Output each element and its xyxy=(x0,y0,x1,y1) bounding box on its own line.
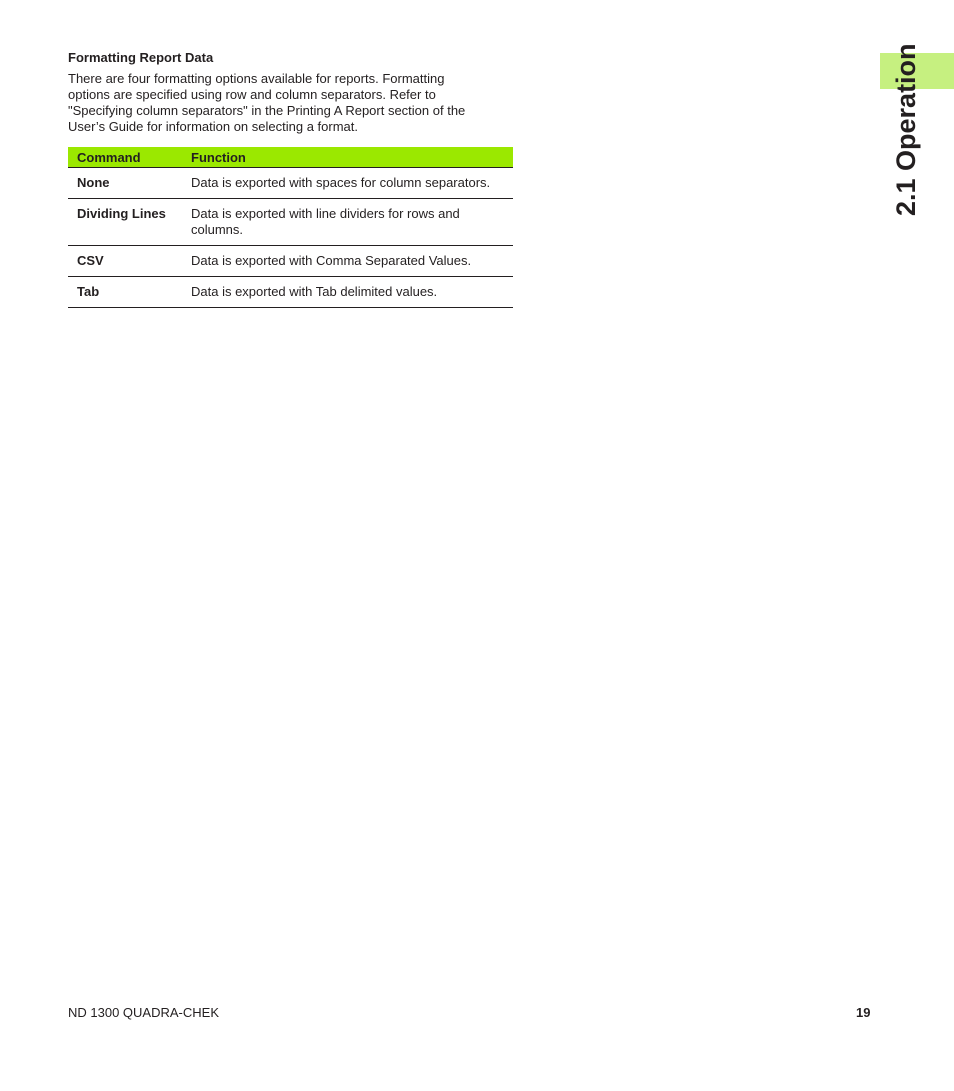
intro-line: options are specified using row and column separators. Refer to xyxy=(68,87,436,102)
function-cell: Data is exported with line dividers for rows and columns. xyxy=(181,199,513,246)
formatting-options-table xyxy=(68,147,513,308)
function-cell: Data is exported with spaces for column separators. xyxy=(181,168,513,199)
table-row xyxy=(68,199,513,246)
command-cell: Dividing Lines xyxy=(68,199,181,246)
chapter-side-label: 2.1 Operation xyxy=(891,43,921,216)
function-cell: Data is exported with Tab delimited values. xyxy=(181,277,513,308)
function-cell: Data is exported with Comma Separated Values. xyxy=(181,246,513,277)
command-cell: Tab xyxy=(68,277,181,308)
footer-page-number: 19 xyxy=(856,1005,871,1020)
intro-paragraph xyxy=(68,71,518,135)
section-heading: Formatting Report Data xyxy=(68,50,214,65)
command-cell: None xyxy=(68,168,181,199)
footer-product-name: ND 1300 QUADRA-CHEK xyxy=(68,1005,219,1020)
table-header-row xyxy=(68,147,513,168)
table-row xyxy=(68,168,513,199)
intro-line: There are four formatting options available for reports. Formatting xyxy=(68,71,445,86)
intro-line: User’s Guide for information on selecting a format. xyxy=(68,119,358,134)
table-row xyxy=(68,277,513,308)
column-header-function: Function xyxy=(181,147,513,168)
table-row xyxy=(68,246,513,277)
column-header-command: Command xyxy=(68,147,181,168)
intro-line: "Specifying column separators" in the Printing A Report section of the xyxy=(68,103,466,118)
command-cell: CSV xyxy=(68,246,181,277)
